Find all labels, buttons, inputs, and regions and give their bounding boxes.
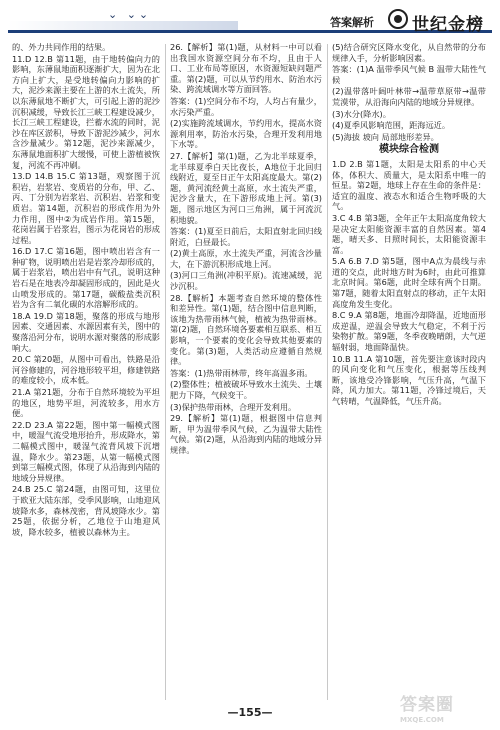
paragraph: 答案：(1)空间分布不均，人均占有量少，水污染严重。 xyxy=(170,95,322,117)
paragraph: 24.B 25.C 第24题，由图可知，这里位于欧亚大陆东部，受季风影响，山地迎风坡降水多，森林茂密，背风坡降水少。第25题，依据分析，乙地位于山地迎风坡，降水较多，植被以森林为主。 xyxy=(12,484,160,537)
paragraph: 27.【解析】第(1)题，乙为北半球夏季，北半球夏季白天比夜长，A地位于北回归线附近，夏至日正午太阳高度最大。第(2)题，黄河流经黄土高原，水土流失严重，泥沙含量大，在下游形成地上河。第(3)题，图示地区为河口三角洲，属于河流沉积地貌。 xyxy=(170,150,322,225)
birds-decoration-icon: ⌄ ⌄⌄ xyxy=(108,8,152,21)
column-divider xyxy=(327,44,328,700)
paragraph: (4)夏季风影响范围，距海远近。 xyxy=(332,120,451,131)
paragraph: (3)水分(降水)。 xyxy=(332,108,391,119)
column-divider xyxy=(165,44,166,700)
watermark-main: 答案圈 xyxy=(400,695,454,715)
paragraph: 28.【解析】本题考查自然环境的整体性和差异性。第(1)题，结合图中信息判断，该地为热带雨林气候，植被为热带雨林。第(2)题，自然环境各要素相互联系、相互影响，一个要素的变化会导致其他要素的变化。第(3)题，人类活动应遵循自然规律。 xyxy=(170,292,322,367)
paragraph: 5.A 6.B 7.D 第5题，图中A点为晨线与赤道的交点，此时地方时为6时，由此可推算北京时间。第6题，此时全球有两个日期。第7题，随着太阳直射点的移动，正午太阳高度角发生变化。 xyxy=(332,256,486,309)
paragraph: (2)整体性；植被破坏导致水土流失、土壤肥力下降，气候变干。 xyxy=(170,379,322,400)
paragraph: (3)保护热带雨林，合理开发利用。 xyxy=(170,401,297,412)
section-title: 模块综合检测 xyxy=(379,144,439,156)
paragraph: 3.C 4.B 第3题，全年正午太阳高度角较大是决定太阳能资源丰富的自然因素。第4题，晴天多、日照时间长，太阳能资源丰富。 xyxy=(332,212,486,255)
paragraph: (2)实施跨流域调水，节约用水，提高水资源利用率，防治水污染，合理开发利用地下水等。 xyxy=(170,118,322,150)
page-number: —155— xyxy=(227,706,273,719)
paragraph: 11.D 12.B 第11题，由于地转偏向力的影响，东薄鼠地面积逐渐扩大，因为在北方向上扩大，是受地转偏向力影响的扩大，泥沙来源主要在上游的水土流失，所以东薄鼠地不断扩大，可引起上游的泥沙沉积减缓，导致长江三峡工程建设减少，长江三峡工程建设，拦蓄水流的同时，泥沙在库区淤积，导致下游泥沙减少，河水含沙量减少。第12题，泥沙来源减少，东薄鼠地面积扩大缓慢，可使上游植被恢复，河流不再冲刷。 xyxy=(12,53,160,170)
paragraph: 29.【解析】第(1)题，根据图中信息判断，甲为温带季风气候，乙为温带大陆性气候。第(2)题，从沿海到内陆的地域分异规律。 xyxy=(170,413,322,455)
page-header xyxy=(0,0,500,40)
brand-logo-icon xyxy=(388,9,408,29)
paragraph: (5)结合研究区降水变化，从自然带的分布规律入手，分析影响因素。 xyxy=(332,42,486,63)
paragraph: 21.A 第21题，分布于自然环境较为平坦的地区，地势平坦，河流较多，用水方便。 xyxy=(12,387,160,419)
header-label: 答案解析 xyxy=(330,16,374,29)
paragraph: 的、外力共同作用的结果。 xyxy=(12,42,111,52)
brand-title: 世纪金榜 xyxy=(412,15,484,35)
paragraph: 答案：(1)夏至日前后，太阳直射北回归线附近，白昼最长。 xyxy=(170,226,322,247)
paragraph: 答案：(1)热带雨林带，终年高温多雨。 xyxy=(170,367,313,378)
paragraph: 16.D 17.C 第16题，图中喷出岩含有一种矿物，说明喷出岩是岩浆冷却形成的，属于岩浆岩，喷出岩中有气孔，说明这种岩石是在地表冷却凝固形成的，因此是火山喷发形成的。第17题，碳酸盐类沉积岩为含有二氧化碳的水溶解形成的。 xyxy=(12,246,160,310)
paragraph: (5)海拔 坡向 局部地形差异。 xyxy=(332,131,439,142)
column-left xyxy=(12,42,160,702)
paragraph: 答案：(1)A 温带季风气候 B 温带大陆性气候 xyxy=(332,64,486,85)
watermark-logo xyxy=(400,690,495,724)
paragraph: 13.D 14.B 15.C 第13题，观察图于沉积岩，岩浆岩、变质岩的分布，甲、乙、丙、丁分别为岩浆岩、沉积岩、岩浆和变质岩。第14题，沉积岩的形成作用为外力作用，图中②为成岩作用。第15题，花岗岩属于岩浆岩，图示为花岗岩的形成过程。 xyxy=(12,171,160,245)
paragraph: 10.B 11.A 第10题，首先要注意该时段内的风向变化和气压变化，根据等压线判断，该地受冷锋影响，气压升高，气温下降，风力加大。第11题，冷锋过境后，天气转晴，气温降低，气压升高。 xyxy=(332,353,486,406)
paragraph: (2)温带落叶阔叶林带→温带草原带→温带荒漠带，从沿海向内陆的地域分异规律。 xyxy=(332,86,486,107)
column-middle xyxy=(170,42,322,702)
paragraph: 20.C 第20题，从图中可看出，铁路是沿河谷修建的，河谷地形较平坦，修建铁路的难度较小，成本低。 xyxy=(12,354,160,386)
paragraph: 1.D 2.B 第1题，太阳是太阳系的中心天体，体积大、质量大，是太阳系中唯一的恒星。第2题，地球上存在生命的条件是：适宜的温度、液态水和适合生物呼吸的大气。 xyxy=(332,158,486,212)
watermark-sub: MXQE.COM xyxy=(400,716,444,724)
paragraph: 18.A 19.D 第18题，聚落的形成与地形因素、交通因素、水源因素有关，图中的聚落沿河分布，说明水源对聚落的形成影响大。 xyxy=(12,310,160,353)
paragraph: (3)河口三角洲(冲积平原)。流速减缓，泥沙沉积。 xyxy=(170,270,322,292)
column-right xyxy=(332,42,486,702)
paragraph: (2)黄土高原，水土流失严重，河流含沙量大，在下游沉积形成地上河。 xyxy=(170,248,322,269)
paragraph: 22.D 23.A 第22题，图中第一幅模式图中，暖湿气流受地形抬升，形成降水，第二幅模式图中，暖湿气流背风坡下沉增温，降水少。第23题，从第一幅模式图到第三幅模式图，体现了从沿海到内陆的地域分异规律。 xyxy=(12,419,160,483)
paragraph: 8.C 9.A 第8题，地面冷却降温，近地面形成逆温，逆温会导致大气稳定，不利于污染物扩散。第9题，冬季夜晚晴朗，大气逆辐射弱，地面降温快。 xyxy=(332,310,486,353)
paragraph: 26.【解析】第(1)题，从材料一中可以看出我国水资源空间分布不均，且由于人口、工业布局等原因，水资源短缺问题严重。第(2)题，可以从节约用水、防治水污染、跨流域调水等方面回答。 xyxy=(170,42,322,95)
